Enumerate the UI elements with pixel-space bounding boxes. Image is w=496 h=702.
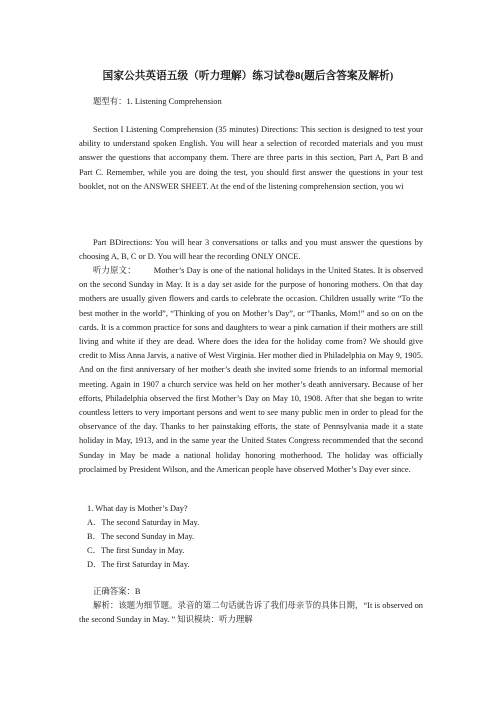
question-type-line: 题型有：1. Listening Comprehension	[93, 97, 222, 106]
section-intro-block	[79, 123, 423, 194]
explanation-block	[79, 599, 423, 627]
question-stem: 1. What day is Mother’s Day?	[87, 504, 188, 513]
transcript-label: 听力原文：	[93, 266, 136, 275]
document-title: 国家公共英语五级（听力理解）练习试卷8(题后含答案及解析)	[102, 71, 394, 82]
part-b-directions: Part BDirections: You will hear 3 conversations or talks and you must answer the questions by choosing A, B, C or D. You will hear the recording ONLY ONCE.	[79, 238, 423, 262]
explanation-paragraph: 解析：该题为细节题。录音的第二句话就告诉了我们母亲节的具体日期，“It is observed on the second Sunday in May. ” 知识模块：听力理解	[79, 601, 423, 625]
transcript-text: Mother’s Day is one of the national holidays in the United States. It is observed on the second Sunday in May. It is a day set aside for the purpose of honoring mothers. On that day mothers are usually given flowers and cards to celebrate the occasion. Children usually write “To the best mother in the world”, “Thinking of you on Mother’s Day”, or “Thanks, Mom!” and so on on the cards. It is a common practice for sons and daughters to wear a pink carnation if their mothers are still living and white if they are dead. Where does the idea for the holiday come from? We should give credit to Miss Anna Jarvis, a native of West Virginia. Her mother died in Philadelphia on May 9, 1905. And on the first anniversary of her mother’s death she invited some friends to an informal memorial meeting. Again in 1907 a church service was held on her mother’s death anniversary. Because of her efforts, Philadelphia observed the first Mother’s Day on May 10, 1908. After that she began to write countless letters to very important persons and went to see many public men in order to plead for the observance of the day. Thanks to her painstaking efforts, the state of Pennsylvania made it a state holiday in May, 1913, and in the same year the United States Congress recommended that the second Sunday in May be made a national holiday honoring motherhood. The holiday was officially proclaimed by President Wilson, and the American people have observed Mother’s Day ever since.	[79, 266, 423, 474]
option-d: D．The first Saturday in May.	[87, 560, 190, 569]
correct-answer: 正确答案：B	[93, 587, 141, 596]
option-a: A．The second Saturday in May.	[87, 518, 200, 527]
part-b-block	[79, 236, 423, 264]
option-b: B．The second Sunday in May.	[87, 532, 195, 541]
transcript-block	[79, 264, 423, 477]
section-intro-paragraph: Section I Listening Comprehension (35 minutes) Directions: This section is designed to test your ability to understand spoken English. You will hear a selection of recorded materials and you must answer the questions that accompany them. There are three parts in this section, Part A, Part B and Part C. Remember, while you are doing the test, you should first answer the questions in your test booklet, not on the ANSWER SHEET. At the end of the listening comprehension section, you wi	[79, 125, 423, 191]
transcript-paragraph	[79, 264, 423, 477]
option-c: C．The first Sunday in May.	[87, 546, 185, 555]
